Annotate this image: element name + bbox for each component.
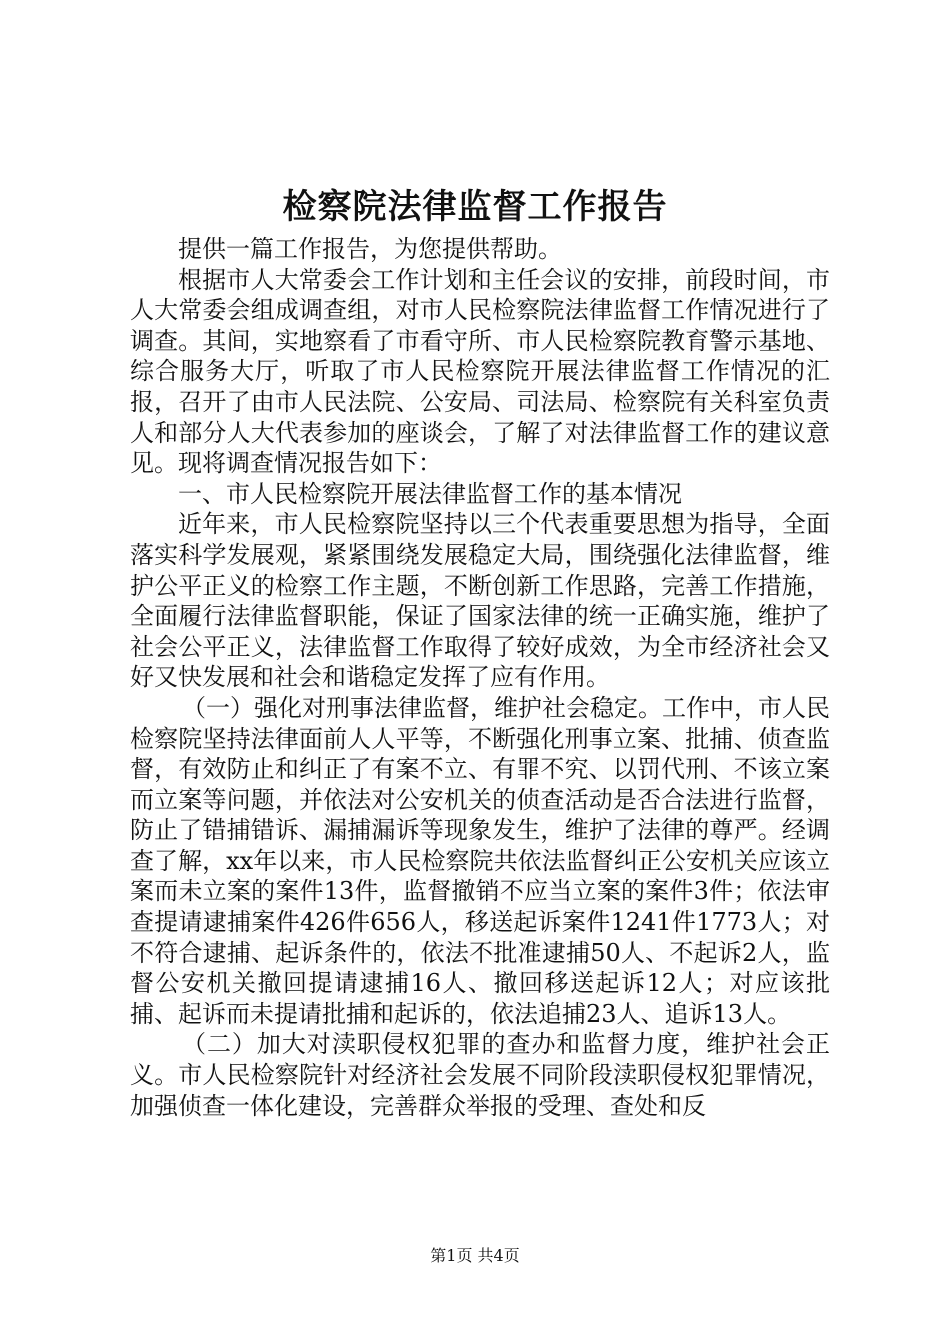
document-body bbox=[130, 234, 830, 1121]
background-paragraph: 根据市人大常委会工作计划和主任会议的安排，前段时间，市人大常委会组成调查组，对市人民检察院法律监督工作情况进行了调查。其间，实地察看了市看守所、市人民检察院教育警示基地、综合服务大厅，听取了市人民检察院开展法律监督工作情况的汇报，召开了由市人民法院、公安局、司法局、检察院有关科室负责人和部分人大代表参加的座谈会，了解了对法律监督工作的建议意见。现将调查情况报告如下： bbox=[130, 265, 830, 478]
overview-paragraph: 近年来，市人民检察院坚持以三个代表重要思想为指导，全面落实科学发展观，紧紧围绕发展稳定大局，围绕强化法律监督，维护公平正义的检察工作主题，不断创新工作思路，完善工作措施，全面履行法律监督职能，保证了国家法律的统一正确实施，维护了社会公平正义，法律监督工作取得了较好成效，为全市经济社会又好又快发展和社会和谐稳定发挥了应有作用。 bbox=[130, 510, 830, 692]
criminal-supervision-paragraph: （一）强化对刑事法律监督，维护社会稳定。工作中，市人民检察院坚持法律面前人人平等，不断强化刑事立案、批捕、侦查监督，有效防止和纠正了有案不立、有罪不究、以罚代刑、不该立案而立案等问题，并依法对公安机关的侦查活动是否合法进行监督，防止了错捕错诉、漏捕漏诉等现象发生，维护了法律的尊严。经调查了解，xx年以来，市人民检察院共依法监督纠正公安机关应该立案而未立案的案件13件，监督撤销不应当立案的案件3件；依法审查提请逮捕案件426件656人，移送起诉案件1241件1773人；对不符合逮捕、起诉条件的，依法不批准逮捕50人、不起诉2人，监督公安机关撤回提请逮捕16人、撤回移送起诉12人；对应该批捕、起诉而未提请批捕和起诉的，依法追捕23人、追诉13人。 bbox=[130, 693, 830, 1028]
section-heading: 一、市人民检察院开展法律监督工作的基本情况 bbox=[178, 479, 682, 508]
page-footer: 第1页 共4页 bbox=[430, 1246, 520, 1265]
intro-paragraph: 提供一篇工作报告，为您提供帮助。 bbox=[178, 235, 562, 263]
dereliction-paragraph: （二）加大对渎职侵权犯罪的查办和监督力度，维护社会正义。市人民检察院针对经济社会发展不同阶段渎职侵权犯罪情况，加强侦查一体化建设，完善群众举报的受理、查处和反 bbox=[130, 1030, 830, 1120]
document-title: 检察院法律监督工作报告 bbox=[282, 187, 668, 227]
